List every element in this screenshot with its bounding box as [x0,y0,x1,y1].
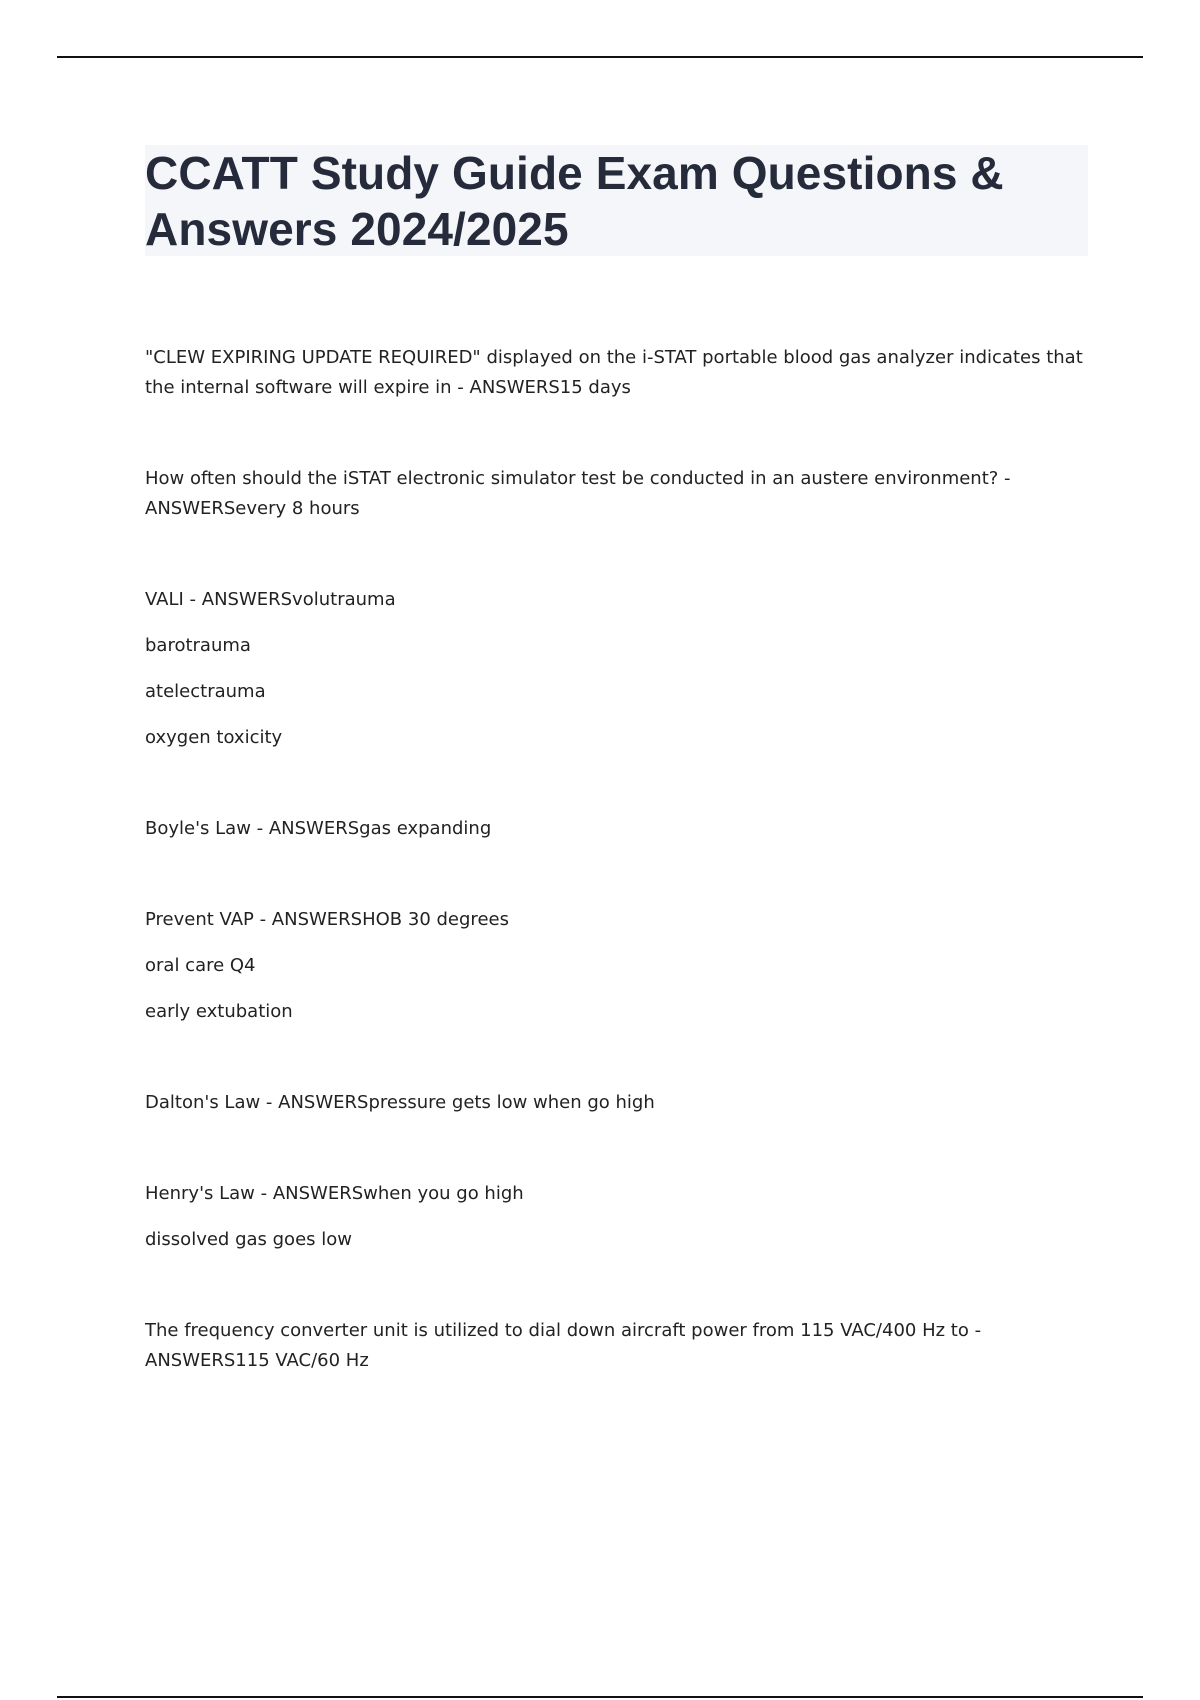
qa-continuation: oxygen toxicity [145,727,283,748]
top-rule [57,56,1143,58]
qa-entry-4 [145,814,1085,844]
qa-entry-6 [145,1088,1085,1118]
qa-entry-3 [145,585,1085,769]
title-banner [145,145,1088,256]
page-title: CCATT Study Guide Exam Questions & Answers 2024/2025 [145,147,1004,255]
qa-text: VALI - ANSWERSvolutrauma [145,589,396,610]
qa-text: Boyle's Law - ANSWERSgas expanding [145,818,492,839]
qa-text: How often should the iSTAT electronic simulator test be conducted in an austere environment? - ANSWERSevery 8 hours [145,468,1011,519]
qa-entry-1 [145,343,1085,403]
qa-continuation: oral care Q4 [145,955,256,976]
qa-text: The frequency converter unit is utilized to dial down aircraft power from 115 VAC/400 Hz to - ANSWERS115 VAC/60 Hz [145,1320,982,1371]
qa-continuation: dissolved gas goes low [145,1229,352,1250]
bottom-rule [57,1696,1143,1698]
qa-continuation: early extubation [145,1001,293,1022]
qa-entry-8 [145,1316,1085,1376]
qa-text: Dalton's Law - ANSWERSpressure gets low when go high [145,1092,655,1113]
qa-content [145,343,1085,1376]
qa-text: "CLEW EXPIRING UPDATE REQUIRED" displayed on the i-STAT portable blood gas analyzer indicates that the internal software will expire in - ANSWERS15 days [145,347,1083,398]
qa-entry-2 [145,464,1085,524]
qa-entry-7 [145,1179,1085,1271]
qa-continuation: atelectrauma [145,681,266,702]
qa-text: Henry's Law - ANSWERSwhen you go high [145,1183,524,1204]
qa-continuation: barotrauma [145,635,251,656]
qa-entry-5 [145,905,1085,1043]
qa-text: Prevent VAP - ANSWERSHOB 30 degrees [145,909,509,930]
